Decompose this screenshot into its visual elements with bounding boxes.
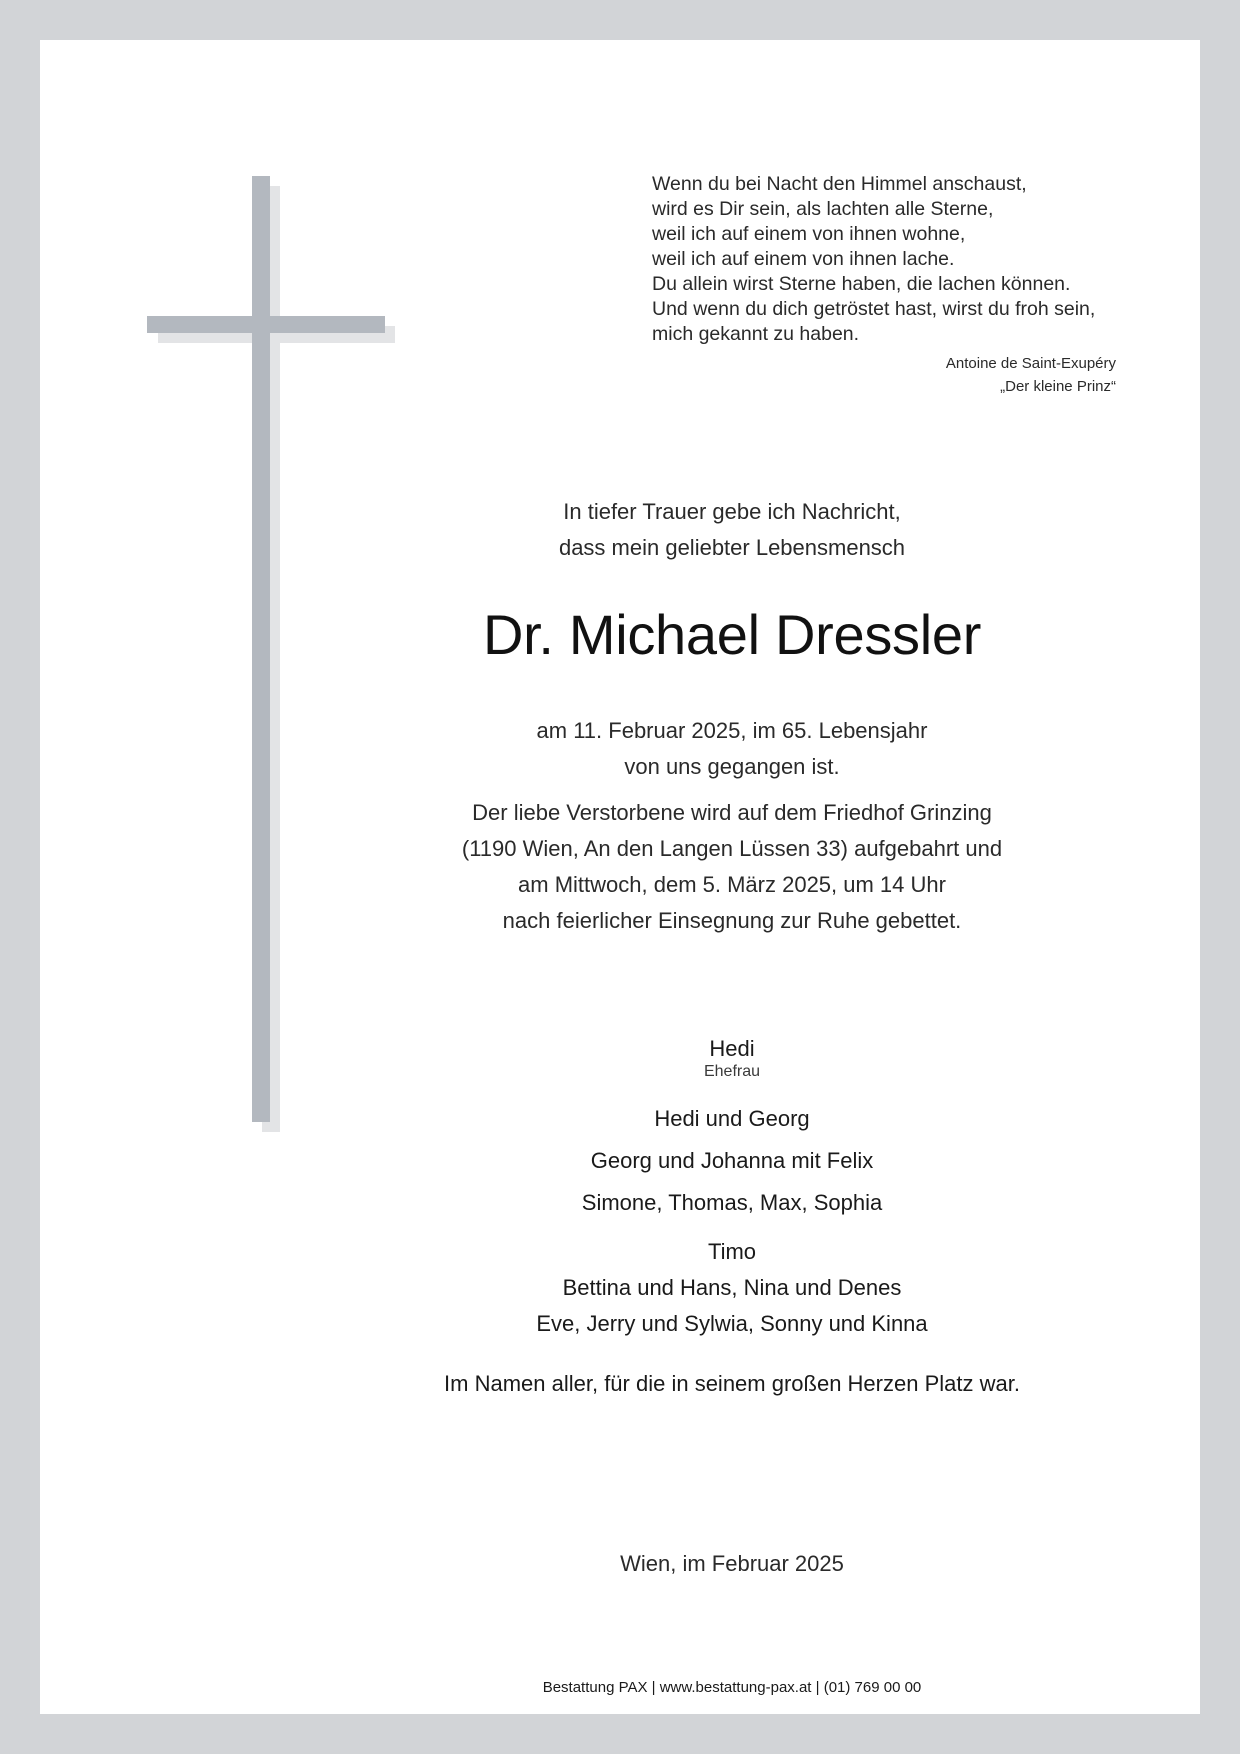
poem [652, 172, 1132, 347]
announcement-line: dass mein geliebter Lebensmensch [558, 535, 906, 560]
mourners-list [412, 1036, 1052, 1342]
closing-line: Im Namen aller, für die in seinem großen Herzen Platz war. [444, 1371, 1020, 1396]
address-line: (1190 Wien, An den Langen Lüssen 33) aufgebahrt und [461, 836, 1003, 861]
mourner-row: Georg und Johanna mit Felix [590, 1148, 874, 1173]
burial-line: nach feierlicher Einsegnung zur Ruhe gebettet. [502, 908, 962, 933]
poem-author: Antoine de Saint-Exupéry [945, 355, 1116, 372]
poem-line: Wenn du bei Nacht den Himmel anschaust, [652, 173, 1027, 195]
poem-line: wird es Dir sein, als lachten alle Sterne, [652, 198, 994, 220]
announcement [412, 494, 1052, 566]
mourner-row: Eve, Jerry und Sylwia, Sonny und Kinna [536, 1311, 928, 1336]
cemetery-line: Der liebe Verstorbene wird auf dem Friedhof Grinzing [472, 800, 992, 825]
poem-line: Du allein wirst Sterne haben, die lachen können. [652, 273, 1071, 295]
mourner-spouse: Hedi [709, 1036, 755, 1061]
mourner-row: Simone, Thomas, Max, Sophia [581, 1190, 883, 1215]
deceased-name: Dr. Michael Dressler [482, 603, 982, 666]
footer-contact: Bestattung PAX | www.bestattung-pax.at | (01) 769 00 00 [542, 1679, 922, 1696]
mourner-row: Bettina und Hans, Nina und Denes [562, 1275, 902, 1300]
funeral-date-line: am Mittwoch, dem 5. März 2025, um 14 Uhr [518, 872, 946, 897]
poem-line: weil ich auf einem von ihnen lache. [652, 248, 955, 270]
poem-attribution [760, 352, 1116, 398]
mourner-row: Hedi und Georg [654, 1106, 810, 1131]
place-date: Wien, im Februar 2025 [620, 1551, 844, 1576]
mourner-row: Timo [707, 1239, 757, 1264]
funeral-details [412, 713, 1052, 939]
poem-source: „Der kleine Prinz“ [1000, 378, 1116, 395]
death-line: von uns gegangen ist. [624, 754, 840, 779]
announcement-line: In tiefer Trauer gebe ich Nachricht, [563, 499, 901, 524]
poem-line: Und wenn du dich getröstet hast, wirst du froh sein, [652, 298, 1096, 320]
poem-line: mich gekannt zu haben. [652, 323, 860, 345]
poem-line: weil ich auf einem von ihnen wohne, [652, 223, 966, 245]
death-date-line: am 11. Februar 2025, im 65. Lebensjahr [536, 718, 928, 743]
mourner-spouse-role: Ehefrau [703, 1063, 761, 1080]
